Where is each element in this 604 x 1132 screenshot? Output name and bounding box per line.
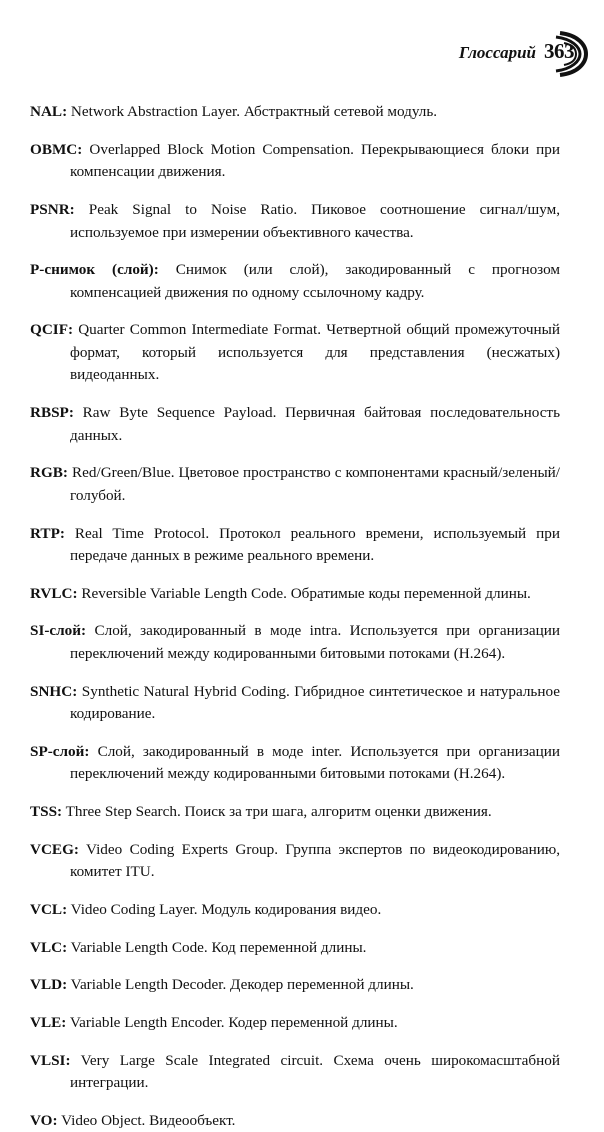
glossary-entry-psnr bbox=[30, 199, 560, 244]
glossary-term: NAL: bbox=[30, 103, 68, 121]
glossary-entry-vld bbox=[30, 974, 560, 997]
glossary-entry-si-slice bbox=[30, 620, 560, 665]
glossary-term: VCL: bbox=[30, 900, 68, 918]
glossary-term: QCIF: bbox=[30, 321, 74, 339]
glossary-definition: Red/Green/Blue. Цветовое пространство с компонентами красный/зеленый/голубой. bbox=[70, 464, 561, 504]
glossary-definition: Video Object. Видеообъект. bbox=[61, 1111, 236, 1129]
glossary-entry-sp-slice bbox=[30, 741, 560, 786]
glossary-definition: Real Time Protocol. Протокол реального времени, используемый при передаче данных в режиме реального времени. bbox=[70, 524, 560, 564]
glossary-definition: Peak Signal to Noise Ratio. Пиковое соотношение сигнал/шум, используемое при измерении объективного качества. bbox=[70, 201, 560, 241]
glossary-entry-vcl bbox=[30, 899, 560, 922]
page-number-block bbox=[544, 39, 574, 64]
glossary-definition: Very Large Scale Integrated circuit. Схема очень широкомасштабной интеграции. bbox=[70, 1051, 560, 1092]
glossary-entry-rbsp bbox=[30, 402, 560, 447]
glossary-term: RTP: bbox=[30, 524, 65, 542]
glossary-term: RVLC: bbox=[30, 584, 78, 602]
glossary-list bbox=[30, 86, 560, 1132]
glossary-definition: Three Step Search. Поиск за три шага, алгоритм оценки движения. bbox=[65, 802, 492, 820]
glossary-definition: Reversible Variable Length Code. Обратимые коды переменной длины. bbox=[81, 584, 531, 602]
glossary-definition: Synthetic Natural Hybrid Coding. Гибридное синтетическое и натуральное кодирование. bbox=[70, 682, 560, 723]
glossary-definition: Video Coding Experts Group. Группа экспертов по видеокодированию, комитет ITU. bbox=[70, 840, 560, 881]
glossary-term: RGB: bbox=[30, 464, 68, 482]
glossary-term: VO: bbox=[30, 1111, 58, 1129]
glossary-term: VLE: bbox=[30, 1013, 67, 1031]
running-header-title: Глоссарий bbox=[458, 43, 536, 62]
glossary-term: RBSP: bbox=[30, 404, 74, 422]
glossary-entry-vle bbox=[30, 1012, 560, 1035]
glossary-definition: Слой, закодированный в моде inter. Используется при организации переключений между кодированными битовыми потоками (H.264). bbox=[70, 742, 560, 783]
page-number: 363 bbox=[544, 38, 574, 63]
glossary-entry-tss bbox=[30, 801, 560, 824]
glossary-entry-rtp bbox=[30, 523, 560, 568]
glossary-definition: Variable Length Decoder. Декодер переменной длины. bbox=[70, 976, 414, 994]
glossary-definition: Variable Length Code. Код переменной длины. bbox=[70, 938, 367, 956]
glossary-term: VLSI: bbox=[30, 1051, 71, 1069]
glossary-definition: Слой, закодированный в моде intra. Используется при организации переключений между кодированными битовыми потоками (H.264). bbox=[70, 622, 561, 662]
glossary-entry-vceg bbox=[30, 839, 560, 884]
glossary-entry-vlc bbox=[30, 937, 560, 960]
glossary-entry-rvlc bbox=[30, 583, 560, 606]
glossary-definition: Снимок (или слой), закодированный с прогнозом компенсацией движения по одному ссылочному кадру. bbox=[70, 261, 561, 301]
glossary-term: SNHC: bbox=[30, 682, 78, 700]
glossary-term: SP-слой: bbox=[30, 742, 90, 760]
glossary-entry-nal bbox=[30, 101, 560, 124]
glossary-definition: Raw Byte Sequence Payload. Первичная байтовая последовательность данных. bbox=[70, 404, 560, 444]
glossary-term: VLC: bbox=[30, 938, 68, 956]
glossary-definition: Video Coding Layer. Модуль кодирования видео. bbox=[70, 900, 382, 918]
page-header bbox=[459, 30, 574, 72]
glossary-entry-p-picture bbox=[30, 259, 560, 304]
glossary-term: P-снимок (слой): bbox=[30, 261, 159, 279]
glossary-entry-vlsi bbox=[30, 1050, 560, 1095]
glossary-definition: Network Abstraction Layer. Абстрактный сетевой модуль. bbox=[70, 103, 438, 121]
glossary-definition: Quarter Common Intermediate Format. Четвертной общий промежуточный формат, который используется для представления (несжатых) видеоданных. bbox=[70, 321, 561, 384]
glossary-entry-rgb bbox=[30, 462, 560, 507]
glossary-term: TSS: bbox=[30, 802, 63, 820]
glossary-term: VCEG: bbox=[30, 840, 79, 858]
glossary-term: PSNR: bbox=[30, 201, 75, 219]
glossary-term: OBMC: bbox=[30, 140, 83, 158]
glossary-entry-obmc bbox=[30, 139, 560, 184]
glossary-entry-snhc bbox=[30, 681, 560, 726]
glossary-definition: Variable Length Encoder. Кодер переменной длины. bbox=[69, 1013, 398, 1031]
glossary-term: VLD: bbox=[30, 976, 68, 994]
glossary-definition: Overlapped Block Motion Compensation. Перекрывающиеся блоки при компенсации движения. bbox=[70, 140, 561, 181]
glossary-entry-vo bbox=[30, 1110, 560, 1132]
glossary-term: SI-слой: bbox=[30, 622, 87, 640]
glossary-entry-qcif bbox=[30, 319, 560, 387]
